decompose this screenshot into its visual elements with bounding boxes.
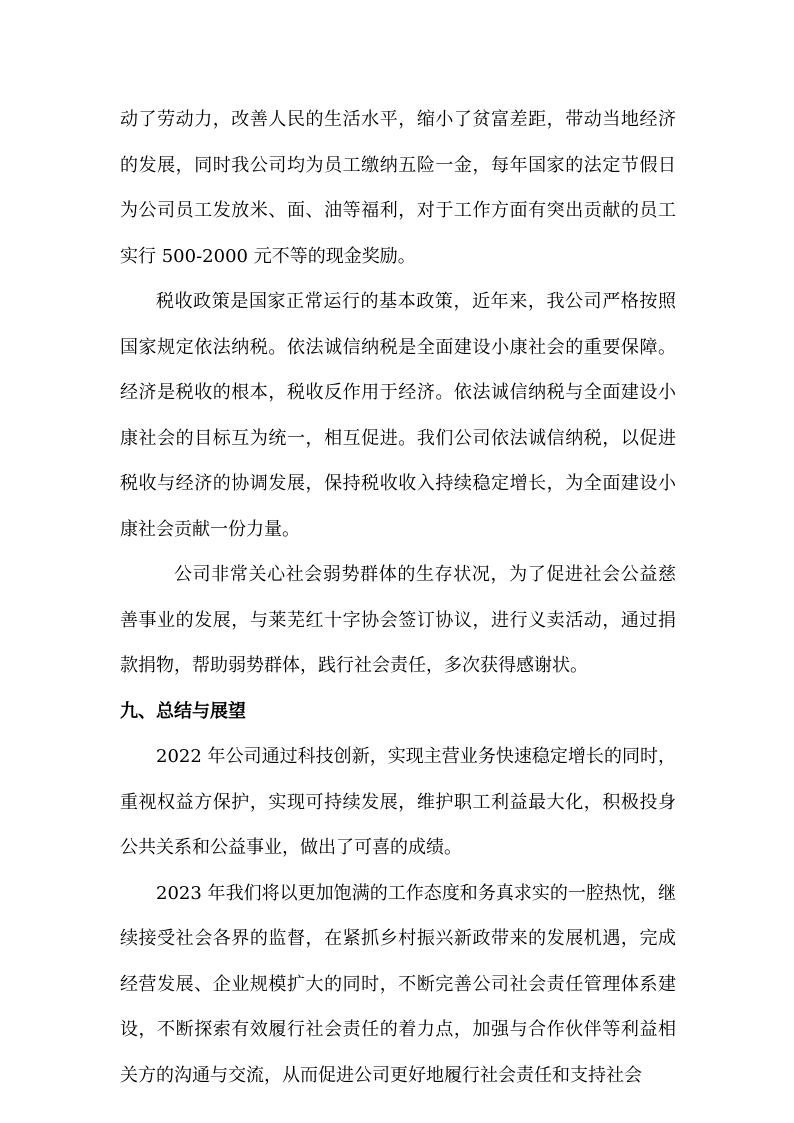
paragraph-2022-summary: 2022 年公司通过科技创新，实现主营业务快速稳定增长的同时，重视权益方保护，实现可持续发展，维护职工利益最大化，积极投身公共关系和公益事业，做出了可喜的成绩。 <box>120 746 676 858</box>
paragraph-tax-policy: 税收政策是国家正常运行的基本政策，近年来，我公司严格按照国家规定依法纳税。依法诚信纳税是全面建设小康社会的重要保障。经济是税收的根本，税收反作用于经济。依法诚信纳税与全面建设小康社会的目标互为统一，相互促进。我们公司依法诚信纳税，以促进税收与经济的协调发展，保持税收收入持续稳定增长，为全面建设小康社会贡献一份力量。 <box>120 291 676 540</box>
paragraph-charity: 公司非常关心社会弱势群体的生存状况，为了促进社会公益慈善事业的发展，与莱芜红十字协会签订协议，进行义卖活动，通过捐款捐物，帮助弱势群体，践行社会责任，多次获得感谢状。 <box>120 564 676 676</box>
section-heading-summary: 九、总结与展望 <box>120 700 246 722</box>
paragraph-employee-welfare: 动了劳动力，改善人民的生活水平，缩小了贫富差距，带动当地经济的发展，同时我公司均为员工缴纳五险一金，每年国家的法定节假日为公司员工发放米、面、油等福利，对于工作方面有突出贡献的员工实行 500-2000 元不等的现金奖励。 <box>120 109 676 267</box>
paragraph-2023-outlook: 2023 年我们将以更加饱满的工作态度和务真求实的一腔热忱，继续接受社会各界的监督，在紧抓乡村振兴新政带来的发展机遇，完成经营发展、企业规模扩大的同时，不断完善公司社会责任管理体系建设，不断探索有效履行社会责任的着力点，加强与合作伙伴等利益相关方的沟通与交流，从而促进公司更好地履行社会责任和支持社会 <box>120 882 676 1086</box>
document-body <box>120 97 676 1098</box>
